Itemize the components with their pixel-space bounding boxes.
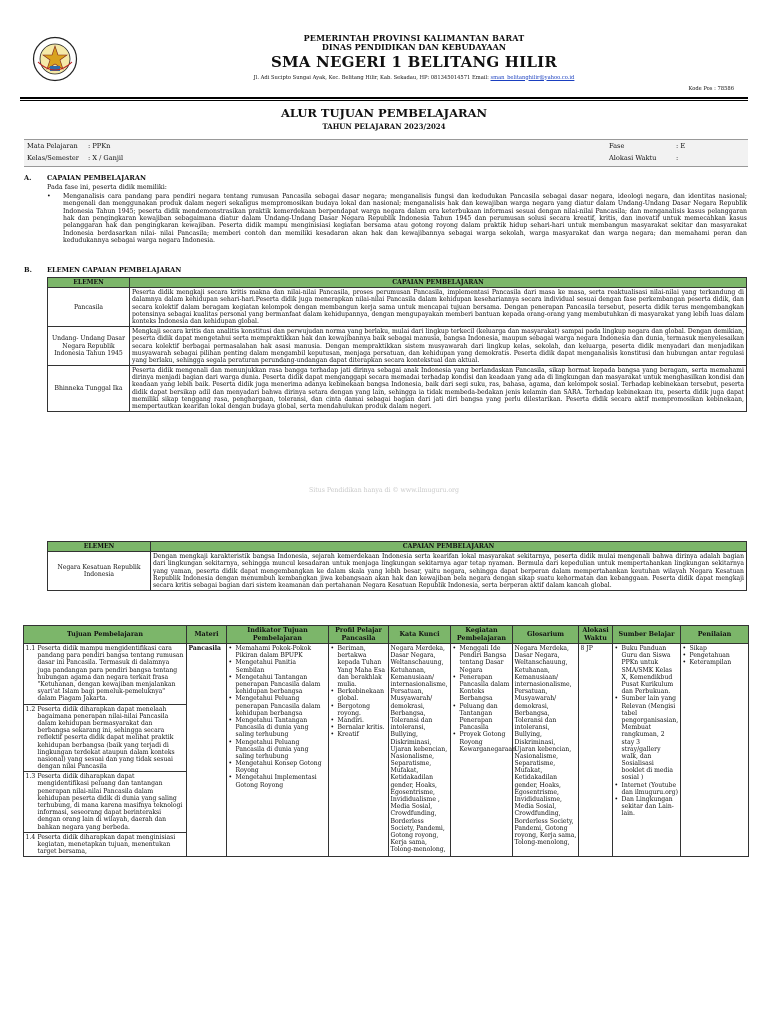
capaian-header: CAPAIAN PEMBELAJARAN <box>151 542 747 552</box>
penilaian-list <box>683 645 747 667</box>
list-item: • Keterampilan <box>683 659 747 666</box>
list-item: • Kreatif <box>331 731 387 738</box>
materi-cell: Pancasila <box>187 644 227 857</box>
tujuan-item <box>24 705 186 773</box>
capaian-header: CAPAIAN PEMBELAJARAN <box>130 278 747 288</box>
list-item: • Proyek Gotong Royong Kewarganegaraan <box>453 731 511 753</box>
kelas-value: : X / Ganjil <box>88 154 124 162</box>
capaian-text: Menganalisis cara pandang para pendiri negara tentang rumusan Pancasila sebagai dasar negara; menganalisis fungsi dan kedudukan Pancasila sebagai dasar negara, ideologi negara, dan identitas nasional; mengenali dan menggunakan produk dalam negeri sekaligus mempromosikan budaya lokal dan nasional; menganalisis hak dan kewajiban warga negara yang diatur dalam Undang-Undang Dasar Negara Republik Indonesia Tahun 1945; peserta didik mendemonstrasikan praktik kemerdekaan berpendapat warga negara dalam era keterbukaan informasi sesuai dengan nilai-nilai Pancasila; dan menganalisis kasus pelanggaran hak dan pengingkaran kewajiban sebagaimana diatur dalam Undang-Undang Dasar Negara Republik Indonesia Tahun 1945 dan perumusan solusi secara kreatif, kritis, dan inovatif untuk memecahkan kasus pelanggaran hak dan pengingkaran kewajiban. Peserta didik mampu menginisiasi kegiatan bersama atau gotong royong dalam praktik hidup sehari-hari untuk membangun masyarakat sekitar dan masyarakat Indonesia berdasarkan nilai- nilai Pancasila; memberi contoh dan memiliki kesadaran akan hak dan kewajibannya sebagai warga sekolah, warga masyarakat dan warga negara; dan memahami peran dan kedudukannya sebagai warga negara Indonesia. <box>63 193 747 244</box>
tujuan-number: 1.3 <box>25 773 36 781</box>
col-kata-kunci: Kata Kunci <box>389 626 451 644</box>
col-alokasi: Alokasi Waktu <box>579 626 613 644</box>
watermark-text: Situs Pendidikan hanya di © www.ilmuguru.org <box>309 487 459 494</box>
elemen-name: Undang- Undang Dasar Negara Republik Indonesia Tahun 1945 <box>48 327 130 366</box>
school-email-link[interactable]: sman_belitanghilir@yahoo.co.id <box>490 74 575 81</box>
tujuan-number: 1.1 <box>25 645 36 653</box>
profil-cell <box>329 644 389 857</box>
list-item: • Menggali Ide Pendiri Bangsa tentang Dasar Negara <box>453 645 511 674</box>
mapel-value: : PPKn <box>88 142 111 150</box>
postal-code: Kode Pos : 78586 <box>688 86 734 92</box>
elemen-name: Bhinneka Tunggal Ika <box>48 366 130 412</box>
list-item: • Pengetahuan <box>683 652 747 659</box>
list-item: • Peluang dan Tantangan Penerapan Pancasila <box>453 703 511 732</box>
list-item: • Internet (Youtube dan ilmuguru.org) <box>615 782 679 796</box>
tujuan-number: 1.2 <box>25 705 36 713</box>
list-item: • Sikap <box>683 645 747 652</box>
section-b-title: ELEMEN CAPAIAN PEMBELAJARAN <box>47 266 182 274</box>
tujuan-item <box>24 772 186 833</box>
kegiatan-list <box>453 645 516 753</box>
list-item: • Mengetahui Peluang penerapan Pancasila dalam kehidupan berbangsa <box>229 695 327 717</box>
letterhead-rule-thin <box>20 100 748 101</box>
school-logo <box>32 36 78 82</box>
list-item: • Mengetahui Tantangan penerapan Pancasila dalam kehidupan berbangsa <box>229 674 327 696</box>
alokasi-label: Alokasi Waktu <box>609 154 657 162</box>
address-text: Jl. Adi Sucipto Sungai Ayak, Kec. Belitang Hilir, Kab. Sekadau, HP: 081345014571 Email: <box>253 74 491 81</box>
kata-kunci-cell: Negara Merdeka, Dasar Negara, Weltanschauung, Ketuhanan, Kemanusiaan/ internasionalisme, Persatuan, Musyawarah/ demokrasi, Berbangsa, Toleransi dan intoleransi, Bullying, Diskriminasi, Ujaran kebencian, Nasionalisme, Separatisme, Mufakat, Ketidakadilan gender, Hoaks, Egosentrisme, Invididualisme , Media Sosial, Crowdfunding, Borderless Society, Pandemi, Gotong royong, Kerja sama, Tolong-menolong, <box>389 644 451 857</box>
elemen-header: ELEMEN <box>48 542 151 552</box>
col-materi: Materi <box>187 626 227 644</box>
col-glosarium: Glosarium <box>513 626 579 644</box>
indikator-cell <box>227 644 329 857</box>
elemen-capaian: Peserta didik mengkaji secara kritis makna dan nilai-nilai Pancasila, proses perumusan Pancasila, implementasi Pancasila dari masa ke masa, serta reaktualisasi nilai-nilai yang terkandung di dalamnya dalam kehidupan sehari-hari.Peserta didik juga menerapkan nilai-nilai Pancasila dalam kehidupan kesehariannya secara individual sesuai dengan fase perkembangan peserta didik, dan secara kolektif dalam beragam kegiatan kelompok dengan membangun kerja sama untuk mencapai tujuan bersama. Dengan penerapan Pancasila tersebut, peserta didik terus mengembangkan potensinya sebagai kualitas personal yang bermanfaat dalam kehidupannya, dengan mengupayakan memberi bantuan kepada orang-orang yang membutuhkan di masyarakat yang lebih luas dalam konteks Indonesia dan kehidupan global. <box>130 288 747 327</box>
tujuan-text: Peserta didik diharapkan dapat mengidentifikasi peluang dan tantangan penerapan nilai-nilai Pancasila dalam kehidupan peserta didik di dunia yang saling terhubung, di mana karena masifnya teknologi informasi, seseorang dapat berinteraksi dengan orang lain di wilayah, daerah dan bahkan negara yang berbeda. <box>37 773 183 831</box>
list-item: • Beriman, bertakwa kepada Tuhan Yang Maha Esa dan berakhlak mulia. <box>331 645 387 688</box>
elemen-table <box>47 277 747 412</box>
profil-list <box>331 645 387 738</box>
tujuan-text: Peserta didik diharapkan dapat menginisiasi kegiatan, menetapkan tujuan, menentukan target bersama, <box>37 833 176 856</box>
list-item: • Bernalar kritis. <box>331 724 387 731</box>
province-heading: PEMERINTAH PROVINSI KALIMANTAN BARAT <box>303 33 525 43</box>
list-item: • Mengetahui Tantangan Pancasila di dunia yang saling terhubung <box>229 717 327 739</box>
letterhead-rule <box>20 97 748 99</box>
list-item: • Bergotong royong. <box>331 703 387 717</box>
col-tujuan: Tujuan Pembelajaran <box>24 626 187 644</box>
section-a-intro: Pada fase ini, peserta didik memiliki: <box>47 183 167 191</box>
alokasi-value: : <box>676 154 679 162</box>
indikator-list <box>229 645 327 789</box>
tujuan-cell <box>24 644 187 857</box>
elemen-name: Pancasila <box>48 288 130 327</box>
col-sumber: Sumber Belajar <box>613 626 681 644</box>
tujuan-number: 1.4 <box>25 833 36 841</box>
tujuan-text: Peserta didik mampu mengidentifikasi cara pandang para pendiri bangsa tentang rumusan dasar ini Pancasila. Termasuk di dalamnya juga pandangan para pendiri bangsa tentang hubungan agama dan negara terkait frasa "Ketuhanan, dengan kewajiban menjalankan syari'at Islam bagi pemeluk-pemeluknya" dalam Piagam Jakarta. <box>37 645 184 703</box>
elemen-table-continued <box>47 541 747 591</box>
elemen-capaian: Mengkaji secara kritis dan analitis konstitusi dan perwujudan norma yang berlaku, mulai dari lingkup terkecil (keluarga dan masyarakat) sampai pada lingkup negara dan global. Dengan demikian, peserta didik dapat mengetahui serta mempraktikkan hak dan kewajibannya baik sebagai manusia, bangsa Indonesia, maupun sebagai warga negara Indonesia dan dunia, termasuk menyelesaikan secara kolektif berbagai permasalahan hak asasi manusia. Dengan mempraktikkan sistem musyawarah dari lingkup kelas, sekolah, dan keluarga, peserta didik menyadari dan menjadikan musyawarah sebagai pilihan penting dalam mengambil keputusan, menjaga persatuan, dan kehidupan yang demokratis. Peserta didik dapat menganalisis konstitusi dan hubungan antar regulasi yang berlaku, sehingga segala peraturan perundang-undangan dapat diterapkan secara kontekstual dan aktual. <box>130 327 747 366</box>
table-row <box>48 552 747 591</box>
list-item: • Memahami Pokok-Pokok Pikiran dalam BPUPK <box>229 645 327 659</box>
section-a-letter: A. <box>24 174 32 182</box>
dinas-heading: DINAS PENDIDIKAN DAN KEBUDAYAAN <box>321 42 507 53</box>
fase-label: Fase <box>609 142 625 150</box>
kelas-label: Kelas/Semester <box>27 154 79 162</box>
list-item: • Buku Panduan Guru dan Siswa PPKn untuk SMA/SMK Kelas X, Kemendikbud Pusat Kurikulum dan Perbukuan. <box>615 645 679 695</box>
tujuan-item <box>24 644 186 705</box>
col-indikator: Indikator Tujuan Pembelajaran <box>227 626 329 644</box>
school-name: SMA NEGERI 1 BELITANG HILIR <box>270 52 558 71</box>
subject-info <box>24 139 748 167</box>
penilaian-cell <box>681 644 749 857</box>
list-item: • Dan Lingkungan sekitar dan Lain-lain. <box>615 796 679 818</box>
elemen-header: ELEMEN <box>48 278 130 288</box>
list-item: • Mengetahui Konsep Gotong Royong <box>229 760 327 774</box>
document-title: ALUR TUJUAN PEMBELAJARAN <box>280 106 488 120</box>
fase-value: : E <box>676 142 686 150</box>
table-row <box>48 288 747 327</box>
elemen-capaian: Peserta didik mengenali dan menunjukkan rasa bangga terhadap jati dirinya sebagai anak Indonesia yang berlandaskan Pancasila, sikap hormat kepada bangsa yang beragam, serta memahami dirinya menjadi bagian dari warga dunia. Peserta didik dapat menganggapi secara memadai terhadap kondisi dan keadaan yang ada di lingkungan dan masyarakat untuk menghasilkan kondisi dan keadaan yang lebih baik. Peserta didik juga menerima adanya kebinekaan bangsa Indonesia, baik dari segi suku, ras, bahasa, agama, dan kelompok sosial. Terhadap kebinekaan tersebut, peserta didik dapat bersikap adil dan menyadari bahwa dirinya setara dengan yang lain, sehingga ia tidak membeda-bedakan jenis kelamin dan SARA. Terhadap kebinekaan itu, peserta didik juga dapat memiliki sikap tenggang rasa, penghargaan, toleransi, dan cinta damai sebagai bagian dari jati diri bangsa yang perlu dilestarikan. Peserta didik secara aktif mempromosikan kebinekaan, mempertautkan kearifan lokal dengan budaya global, serta mendahulukan produk dalam negeri. <box>130 366 747 412</box>
elemen-capaian: Dengan mengkaji karakteristik bangsa Indonesia, sejarah kemerdekaan Indonesia serta kearifan lokal masyarakat sekitarnya, peserta didik mulai mengenali bahwa dirinya adalah bagian dari lingkungan sekitarnya, sehingga muncul kesadaran untuk menjaga lingkungan sekitarnya agar tetap nyaman. Bermula dari kepedulian untuk mempertahankan lingkungan sekitarnya yang yaman, peserta didik dapat mengembangkan ke dalam skala yang lebih besar, yaitu negara, sehingga dapat berperan dalam mempertahankan keutuhan wilayah Negara Kesatuan Republik Indonesia dengan menumbuh kembangkan jiwa kebangsaan akan hak dan kewajiban bela negara dengan sikap suatu kehormatan dan kebanggaan. Peserta didik dapat mengkaji secara kritis sebagai bagian dari sistem keamanan dan pertahanan Negara Kesatuan Republik Indonesia, serta berperan aktif dalam kancah global. <box>151 552 747 591</box>
list-item: • Mengetahui Panitia Sembilan <box>229 659 327 673</box>
sumber-cell <box>613 644 681 857</box>
table-row <box>24 644 749 857</box>
list-item: • Sumber lain yang Relevan (Mengisi tabel pengorganisasian, Membuat rangkuman, 2 stay 3 stray/gallery walk, dan Sosialisasi booklet di media sosial ) <box>615 695 679 781</box>
alokasi-cell: 8 JP <box>579 644 613 857</box>
glosarium-cell: Negara Merdeka, Dasar Negara, Weltanschauung, Ketuhanan, Kemanusiaan/ internasionalisme, Persatuan, Musyawarah/ demokrasi, Berbangsa, Toleransi dan intoleransi, Bullying, Diskriminasi, Ujaran kebencian, Nasionalisme, Separatisme, Mufakat, Ketidakadilan gender, Hoaks, Egosentrisme, Invididualisme, Media Sosial, Crowdfunding, Borderless Society, Pandemi, Gotong royong, Kerja sama, Tolong-menolong, <box>513 644 579 857</box>
list-item: • Berkebinekaan global. <box>331 688 387 702</box>
school-address <box>80 75 748 81</box>
list-item: • Mengetahui Implementasi Gotong Royong <box>229 774 327 788</box>
academic-year: TAHUN PELAJARAN 2023/2024 <box>322 122 446 131</box>
list-item: • Mandiri. <box>331 717 387 724</box>
section-b-letter: B. <box>24 266 32 274</box>
section-a-title: CAPAIAN PEMBELAJARAN <box>47 174 146 182</box>
letterhead <box>20 24 748 98</box>
col-kegiatan: Kegiatan Pembelajaran <box>451 626 513 644</box>
col-penilaian: Penilaian <box>681 626 749 644</box>
table-row <box>48 327 747 366</box>
list-item: • Mengetahui Peluang Pancasila di dunia yang saling terhubung <box>229 739 327 761</box>
sumber-list <box>615 645 679 818</box>
table-row <box>48 366 747 412</box>
col-profil: Profil Pelajar Pancasila <box>329 626 389 644</box>
tujuan-text: Peserta didik diharapkan dapat menelaah bagaimana penerapan nilai-nilai Pancasila dalam kehidupan bermasyarakat dan berbangsa sekarang ini, sehingga secara reflektif peserta didik dapat melihat praktik kehidupan berbangsa (baik yang terjadi di lingkungan terdekat ataupun dalam konteks nasional) yang sesuai dan yang tidak sesuai dengan nilai Pancasila <box>37 705 175 771</box>
list-item: • Penerapan Pancasila dalam Konteks Berbangsa <box>453 674 511 703</box>
kegiatan-cell <box>451 644 516 857</box>
atp-table <box>23 625 749 857</box>
bullet-dot-icon: • <box>47 193 51 200</box>
tujuan-item <box>24 833 186 857</box>
section-a-bullet <box>47 193 747 244</box>
mapel-label: Mata Pelajaran <box>27 142 78 150</box>
elemen-name: Negara Kesatuan Republik Indonesia <box>48 552 151 591</box>
